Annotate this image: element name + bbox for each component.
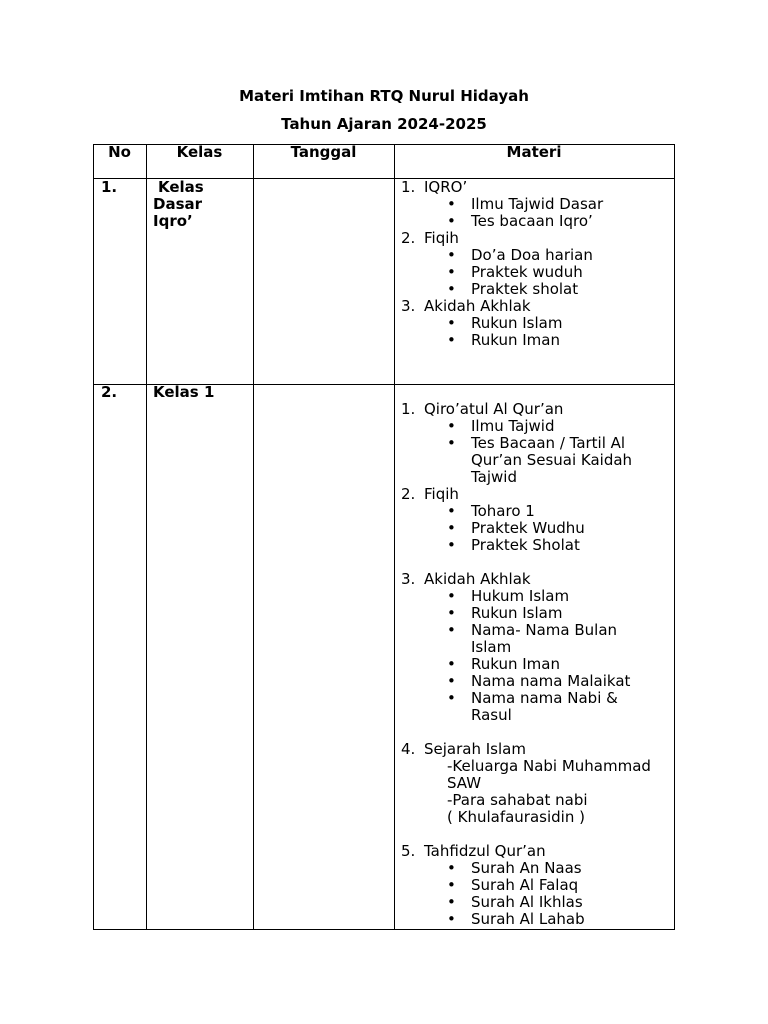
header-no: No xyxy=(108,143,131,161)
bullet-icon: • xyxy=(447,417,456,435)
document-subtitle: Tahun Ajaran 2024-2025 xyxy=(281,115,487,133)
table-border-left xyxy=(93,144,94,930)
bullet-icon: • xyxy=(447,314,456,332)
header-tanggal: Tanggal xyxy=(290,143,357,161)
bullet-icon: • xyxy=(447,689,456,707)
bullet-icon: • xyxy=(447,655,456,673)
header-kelas: Kelas xyxy=(176,143,223,161)
bullet-icon: • xyxy=(447,331,456,349)
bullet-icon: • xyxy=(447,519,456,537)
bullet-icon: • xyxy=(447,910,456,928)
bullet-icon: • xyxy=(447,212,456,230)
table-border-right xyxy=(674,144,675,930)
row-number: 2. xyxy=(101,383,118,401)
bullet-icon: • xyxy=(447,280,456,298)
bullet-icon: • xyxy=(447,195,456,213)
bullet-icon: • xyxy=(447,434,456,452)
bullet-icon: • xyxy=(447,502,456,520)
column-divider xyxy=(146,144,147,930)
header-materi: Materi xyxy=(506,143,562,161)
column-divider xyxy=(394,144,395,930)
bullet-icon: • xyxy=(447,859,456,877)
row-number: 1. xyxy=(101,178,118,196)
kelas-cell: Kelas 1 xyxy=(153,383,215,401)
bullet-icon: • xyxy=(447,876,456,894)
bullet-icon: • xyxy=(447,587,456,605)
document-title: Materi Imtihan RTQ Nurul Hidayah xyxy=(239,87,529,105)
column-divider xyxy=(253,144,254,930)
kelas-cell: Kelas Dasar Iqro’ xyxy=(153,178,204,230)
bullet-icon: • xyxy=(447,536,456,554)
table-border-bottom xyxy=(93,929,675,930)
bullet-icon: • xyxy=(447,604,456,622)
bullet-icon: • xyxy=(447,263,456,281)
bullet-icon: • xyxy=(447,893,456,911)
bullet-icon: • xyxy=(447,621,456,639)
bullet-icon: • xyxy=(447,246,456,264)
bullet-icon: • xyxy=(447,672,456,690)
